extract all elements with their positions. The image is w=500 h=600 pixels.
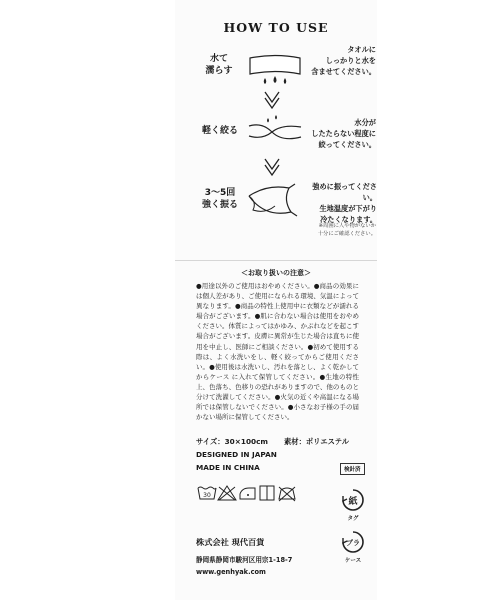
case-label: ケース xyxy=(344,558,362,564)
svg-text:紙: 紙 xyxy=(348,497,358,507)
company-url: www.genhyak.com xyxy=(196,568,266,576)
company-address: 静岡県静岡市駿河区用宗1-18-7 xyxy=(196,556,293,564)
wring-towel-icon xyxy=(246,112,304,152)
care-icons xyxy=(197,484,297,502)
paper-recycle-icon xyxy=(340,488,366,512)
dry-clean-icon xyxy=(279,487,295,501)
arrow-down-icon xyxy=(262,90,282,110)
tag-label: タグ xyxy=(347,516,359,522)
company-name: 株式会社 現代百貨 xyxy=(196,537,265,547)
designed-in: DESIGNED IN JAPAN xyxy=(196,450,277,459)
wet-towel-icon xyxy=(246,52,304,88)
iron-icon xyxy=(240,488,255,499)
page-title: HOW TO USE xyxy=(223,20,329,35)
step-3-label: 3～5回 強く振る xyxy=(201,188,238,210)
tumble-dry-icon xyxy=(260,486,274,500)
step-2-description: 水分が したたらない程度に 絞ってください。 xyxy=(311,118,376,149)
arrow-down-icon xyxy=(262,157,282,177)
step-3-description: 強めに振ってください。 生地温度が下がり 冷たくなります。 xyxy=(312,182,377,224)
size-info: サイズ：30×100cm xyxy=(196,437,269,446)
caution-title: ＜お取り扱いの注意＞ xyxy=(241,269,311,277)
material-info: 素材：ポリエステル xyxy=(284,437,350,446)
section-divider xyxy=(175,260,377,261)
svg-text:30: 30 xyxy=(203,492,211,499)
step-1-description: タオルに しっかりと水を 含ませてください。 xyxy=(311,45,376,76)
no-bleach-icon xyxy=(218,486,236,500)
step-2-label: 軽く絞る xyxy=(201,126,238,136)
shake-towel-icon xyxy=(245,180,305,224)
wash-30-icon xyxy=(198,487,216,499)
svg-text:プラ: プラ xyxy=(346,539,360,547)
plastic-recycle-icon xyxy=(340,530,366,554)
caution-body: ●用途以外のご使用はおやめください。●商品の効果には個人差があり、ご使用になられる環境、気温によって異なります。●商品の特性上使用中に衣類などが濡れる場合がございます。●肌に合わない場合は使用をおやめください。体質によってはかゆみ、かぶれなどを起こす場合がございます。皮膚に異常が生じた場合は直ちに使用を中止し、医師にご相談ください。●初めて使用する際は、よく水洗いをし、軽く絞ってからご使用ください。●使用後は水洗いし、汚れを落とし、よく乾かしてからケース に入れて保管してください。●生地の特性上、色落ち、色移りの恐れがありますので、他のものと分けて洗濯してください。●火気の近くや高温になる場所では保管しないでください。●小さなお子様の手の届かない場所に保管してください。 xyxy=(196,282,359,422)
step-1-label: 水て 濡らす xyxy=(205,54,233,76)
made-in: MADE IN CHINA xyxy=(196,463,260,472)
inspection-stamp: 検針済 xyxy=(340,463,365,475)
safety-note: ※周囲に人や物がないか 十分にご確認ください。 xyxy=(317,223,376,237)
